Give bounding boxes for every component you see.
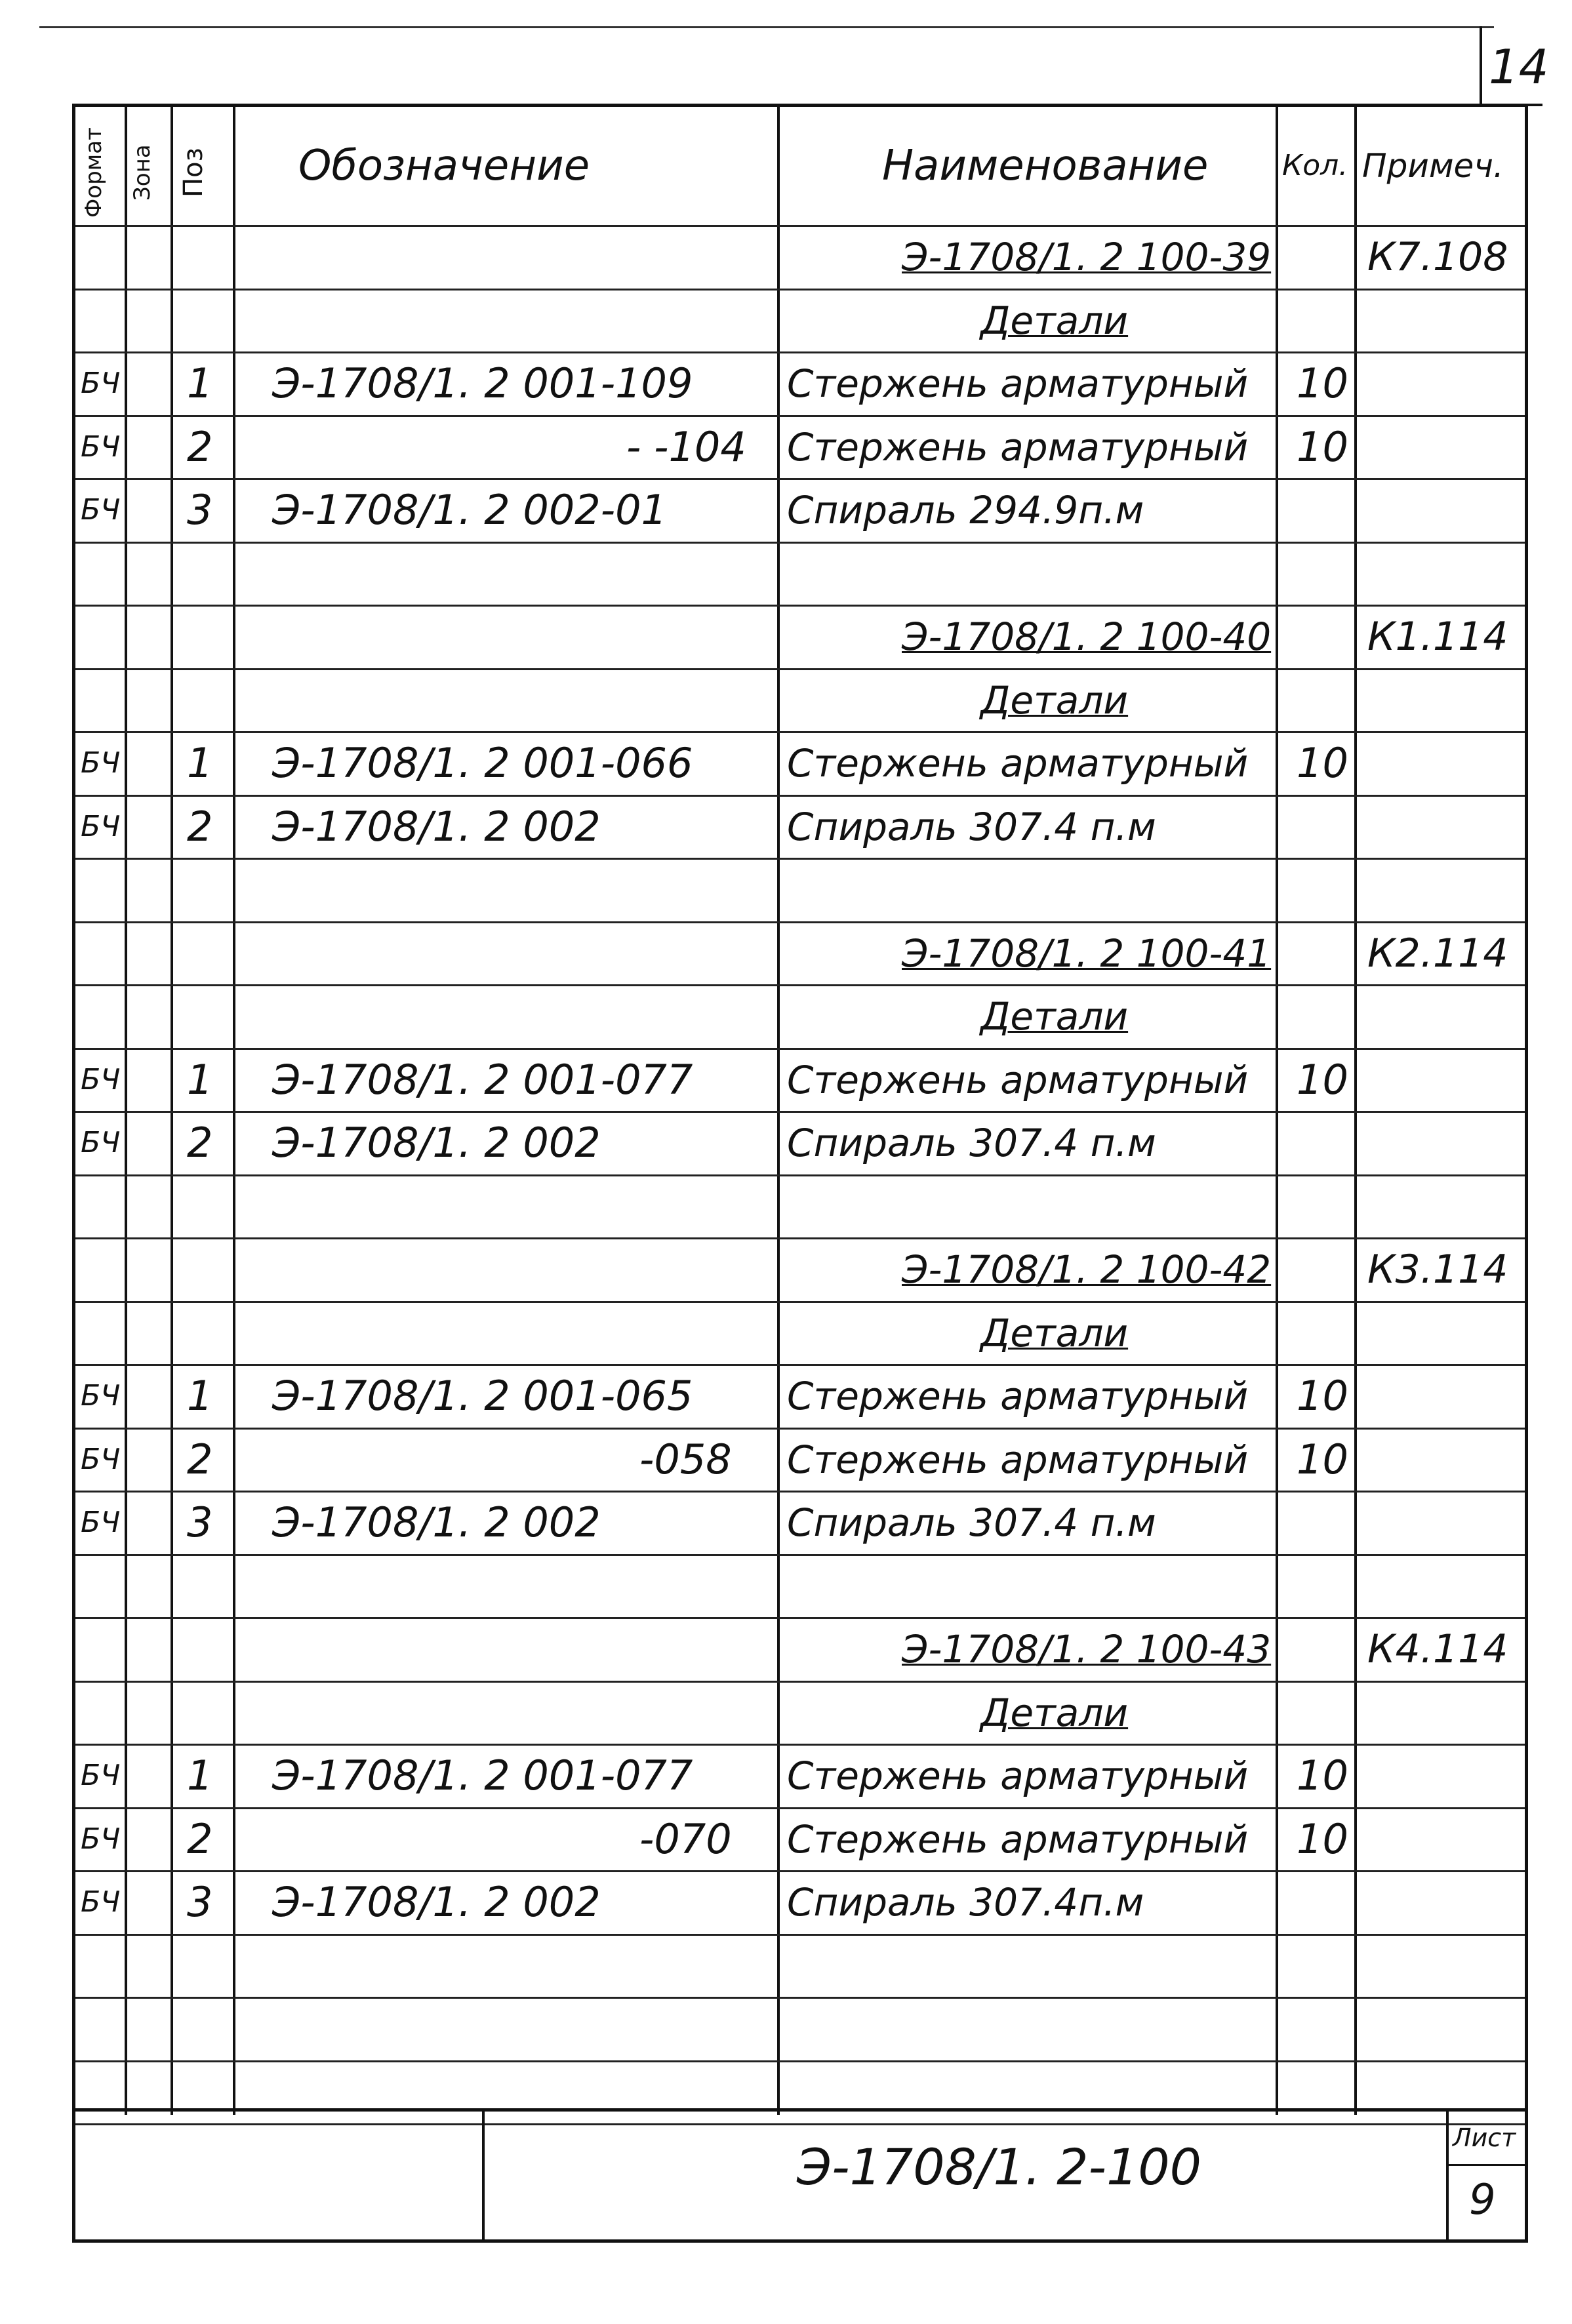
row-separator xyxy=(75,1301,1525,1303)
cell-note: К3.114 xyxy=(1367,1247,1508,1292)
document-code: Э-1708/1. 2-100 xyxy=(797,2138,1202,2196)
row-separator xyxy=(75,1111,1525,1113)
cell-name: Детали xyxy=(980,298,1129,343)
cell-des: Э-1708/1. 2 001-077 xyxy=(272,1752,693,1799)
cell-name: Стержень арматурный xyxy=(787,1437,1249,1482)
sheet-label: Лист xyxy=(1453,2123,1516,2152)
cell-qty: 10 xyxy=(1297,1752,1348,1799)
cell-pos: 1 xyxy=(187,1752,213,1799)
cell-name: Стержень арматурный xyxy=(787,424,1249,470)
cell-des: Э-1708/1. 2 002 xyxy=(272,802,601,851)
cell-des: - -104 xyxy=(626,422,746,471)
row-separator xyxy=(75,1554,1525,1556)
cell-name: Стержень арматурный xyxy=(787,741,1249,786)
row-separator xyxy=(75,984,1525,986)
cell-qty: 10 xyxy=(1297,739,1348,787)
header-designation: Обозначение xyxy=(298,142,590,190)
cell-name: Детали xyxy=(980,994,1129,1039)
cell-des: Э-1708/1. 2 002-01 xyxy=(272,486,667,534)
row-separator xyxy=(75,731,1525,733)
cell-name: Э-1708/1. 2 100-41 xyxy=(902,931,1272,976)
footer-divider-sheet xyxy=(1446,2112,1449,2239)
top-border-line xyxy=(39,26,1494,28)
cell-qty: 10 xyxy=(1297,359,1348,407)
title-block xyxy=(72,2112,1528,2243)
cell-name: Спираль 294.9п.м xyxy=(787,488,1144,532)
header-zone: Зона xyxy=(129,144,155,201)
cell-des: Э-1708/1. 2 001-077 xyxy=(272,1055,693,1104)
cell-des: Э-1708/1. 2 001-109 xyxy=(272,359,693,407)
cell-pos: 2 xyxy=(187,1435,213,1483)
row-separator xyxy=(75,542,1525,544)
header-qty: Кол. xyxy=(1282,149,1348,182)
cell-qty: 10 xyxy=(1297,1814,1348,1863)
cell-fmt: БЧ xyxy=(81,809,121,843)
cell-fmt: БЧ xyxy=(81,430,121,464)
cell-des: Э-1708/1. 2 001-065 xyxy=(272,1372,693,1420)
row-separator xyxy=(75,1048,1525,1050)
cell-pos: 1 xyxy=(187,359,213,407)
row-separator xyxy=(75,1491,1525,1493)
cell-des: Э-1708/1. 2 002 xyxy=(272,1498,601,1546)
cell-note: К4.114 xyxy=(1367,1626,1508,1672)
row-separator xyxy=(75,1934,1525,1936)
row-separator xyxy=(75,289,1525,290)
sheet-number: 9 xyxy=(1469,2176,1496,2224)
cell-name: Стержень арматурный xyxy=(787,1374,1249,1418)
cell-qty: 10 xyxy=(1297,1435,1348,1483)
cell-name: Спираль 307.4п.м xyxy=(787,1880,1144,1925)
cell-fmt: БЧ xyxy=(81,1379,121,1412)
row-separator xyxy=(75,1428,1525,1430)
cell-fmt: БЧ xyxy=(81,493,121,527)
cell-name: Детали xyxy=(980,677,1129,723)
cell-name: Детали xyxy=(980,1690,1129,1735)
row-separator xyxy=(75,225,1525,227)
cell-name: Э-1708/1. 2 100-40 xyxy=(902,614,1272,659)
cell-qty: 10 xyxy=(1297,422,1348,471)
cell-fmt: БЧ xyxy=(81,746,121,780)
row-separator xyxy=(75,1617,1525,1619)
cell-fmt: БЧ xyxy=(81,1062,121,1096)
cell-name: Стержень арматурный xyxy=(787,361,1249,406)
cell-fmt: БЧ xyxy=(81,1759,121,1792)
cell-fmt: БЧ xyxy=(81,1822,121,1856)
cell-qty: 10 xyxy=(1297,1055,1348,1104)
row-separator xyxy=(75,2060,1525,2062)
row-separator xyxy=(75,1997,1525,1999)
cell-note: К2.114 xyxy=(1367,930,1508,976)
row-separator xyxy=(75,1870,1525,1872)
row-separator xyxy=(75,1807,1525,1809)
cell-name: Э-1708/1. 2 100-43 xyxy=(902,1627,1272,1672)
cell-pos: 3 xyxy=(187,1878,213,1926)
cell-pos: 1 xyxy=(187,1055,213,1104)
cell-name: Спираль 307.4 п.м xyxy=(787,1121,1156,1165)
cell-pos: 2 xyxy=(187,1119,213,1167)
cell-fmt: БЧ xyxy=(81,1885,121,1919)
header-pos: Поз xyxy=(178,148,209,197)
row-separator xyxy=(75,1237,1525,1239)
row-separator xyxy=(75,605,1525,607)
header-name: Наименование xyxy=(882,142,1209,190)
row-separator xyxy=(75,921,1525,923)
cell-fmt: БЧ xyxy=(81,1506,121,1539)
row-separator xyxy=(75,415,1525,417)
row-separator xyxy=(75,668,1525,670)
row-separator xyxy=(75,858,1525,860)
row-separator xyxy=(75,795,1525,797)
cell-name: Стержень арматурный xyxy=(787,1816,1249,1862)
cell-pos: 3 xyxy=(187,1498,213,1546)
cell-name: Детали xyxy=(980,1310,1129,1355)
cell-fmt: БЧ xyxy=(81,367,121,400)
cell-qty: 10 xyxy=(1297,1372,1348,1420)
cell-des: Э-1708/1. 2 002 xyxy=(272,1878,601,1926)
cell-name: Э-1708/1. 2 100-39 xyxy=(902,235,1272,279)
cell-des: Э-1708/1. 2 001-066 xyxy=(272,739,693,787)
row-separator xyxy=(75,1174,1525,1176)
cell-name: Стержень арматурный xyxy=(787,1753,1249,1798)
cell-name: Спираль 307.4 п.м xyxy=(787,1500,1156,1545)
page-number: 14 xyxy=(1489,39,1549,94)
row-separator xyxy=(75,478,1525,480)
footer-sheet-line xyxy=(1446,2164,1528,2166)
cell-des: -070 xyxy=(639,1814,732,1863)
cell-pos: 2 xyxy=(187,1814,213,1863)
row-separator xyxy=(75,1744,1525,1746)
cell-note: К7.108 xyxy=(1367,234,1508,280)
row-separator xyxy=(75,1364,1525,1366)
row-separator xyxy=(75,351,1525,353)
cell-pos: 1 xyxy=(187,1372,213,1420)
specification-table xyxy=(72,104,1528,2112)
cell-fmt: БЧ xyxy=(81,1126,121,1159)
cell-pos: 3 xyxy=(187,486,213,534)
cell-name: Э-1708/1. 2 100-42 xyxy=(902,1247,1272,1292)
cell-pos: 2 xyxy=(187,802,213,851)
header-note: Примеч. xyxy=(1362,147,1504,185)
row-separator xyxy=(75,1681,1525,1683)
cell-name: Стержень арматурный xyxy=(787,1057,1249,1102)
cell-note: К1.114 xyxy=(1367,614,1508,660)
header-format: Формат xyxy=(81,127,107,218)
cell-name: Спираль 307.4 п.м xyxy=(787,804,1156,849)
cell-des: -058 xyxy=(639,1435,732,1483)
cell-pos: 2 xyxy=(187,422,213,471)
cell-fmt: БЧ xyxy=(81,1442,121,1476)
cell-pos: 1 xyxy=(187,739,213,787)
footer-divider xyxy=(482,2112,485,2239)
cell-des: Э-1708/1. 2 002 xyxy=(272,1119,601,1167)
